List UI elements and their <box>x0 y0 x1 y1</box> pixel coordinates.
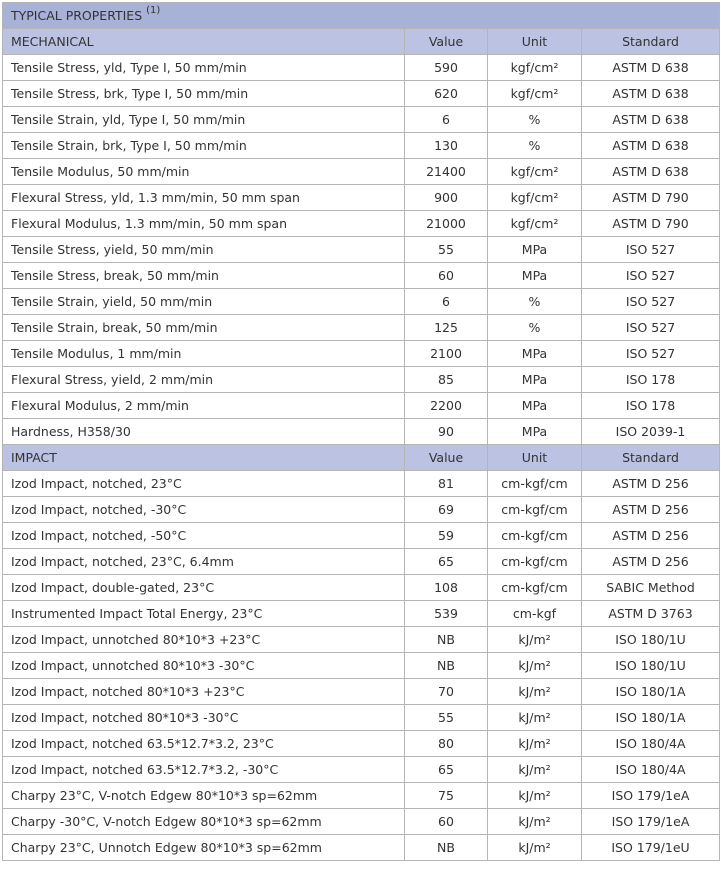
table-row <box>3 393 720 419</box>
unit-cell: kgf/cm² <box>488 159 582 185</box>
table-row <box>3 731 720 757</box>
table-row <box>3 497 720 523</box>
table-row <box>3 289 720 315</box>
property-cell: Flexural Modulus, 1.3 mm/min, 50 mm span <box>3 211 405 237</box>
table-row <box>3 341 720 367</box>
table-row <box>3 211 720 237</box>
property-cell: Charpy 23°C, Unnotch Edgew 80*10*3 sp=62mm <box>3 835 405 861</box>
table-row <box>3 159 720 185</box>
value-cell: 21400 <box>405 159 488 185</box>
value-cell: 6 <box>405 107 488 133</box>
table-title: TYPICAL PROPERTIES <box>11 8 143 24</box>
unit-cell: MPa <box>488 263 582 289</box>
value-cell: 81 <box>405 471 488 497</box>
property-cell: Instrumented Impact Total Energy, 23°C <box>3 601 405 627</box>
value-cell: 900 <box>405 185 488 211</box>
property-cell: Izod Impact, notched 80*10*3 +23°C <box>3 679 405 705</box>
property-cell: Izod Impact, double-gated, 23°C <box>3 575 405 601</box>
property-cell: Tensile Modulus, 1 mm/min <box>3 341 405 367</box>
property-cell: Tensile Modulus, 50 mm/min <box>3 159 405 185</box>
unit-cell: kJ/m² <box>488 835 582 861</box>
value-cell: NB <box>405 653 488 679</box>
table-row <box>3 627 720 653</box>
value-cell: 65 <box>405 549 488 575</box>
value-cell: 108 <box>405 575 488 601</box>
standard-cell: ISO 527 <box>582 289 720 315</box>
unit-cell: cm-kgf/cm <box>488 575 582 601</box>
section-title: IMPACT <box>3 445 405 471</box>
table-row <box>3 419 720 445</box>
table-row <box>3 809 720 835</box>
value-cell: 2100 <box>405 341 488 367</box>
value-cell: NB <box>405 835 488 861</box>
title-footnote: (1) <box>146 5 161 17</box>
standard-cell: ASTM D 638 <box>582 107 720 133</box>
table-row <box>3 81 720 107</box>
unit-cell: % <box>488 315 582 341</box>
unit-cell: MPa <box>488 419 582 445</box>
unit-cell: % <box>488 289 582 315</box>
standard-cell: ISO 180/1U <box>582 653 720 679</box>
property-cell: Izod Impact, notched, 23°C, 6.4mm <box>3 549 405 575</box>
value-cell: 59 <box>405 523 488 549</box>
standard-cell: ASTM D 3763 <box>582 601 720 627</box>
table-title-row <box>3 3 720 29</box>
properties-table <box>2 2 720 861</box>
table-row <box>3 523 720 549</box>
standard-header: Standard <box>582 445 720 471</box>
standard-cell: ISO 179/1eA <box>582 809 720 835</box>
unit-cell: kgf/cm² <box>488 81 582 107</box>
property-cell: Tensile Strain, yld, Type I, 50 mm/min <box>3 107 405 133</box>
unit-cell: cm-kgf/cm <box>488 549 582 575</box>
value-cell: 60 <box>405 263 488 289</box>
value-cell: 70 <box>405 679 488 705</box>
standard-cell: ISO 179/1eA <box>582 783 720 809</box>
unit-cell: cm-kgf <box>488 601 582 627</box>
property-cell: Izod Impact, unnotched 80*10*3 -30°C <box>3 653 405 679</box>
standard-cell: ASTM D 790 <box>582 185 720 211</box>
table-row <box>3 549 720 575</box>
value-cell: 80 <box>405 731 488 757</box>
unit-cell: kJ/m² <box>488 783 582 809</box>
value-cell: 620 <box>405 81 488 107</box>
property-cell: Tensile Strain, yield, 50 mm/min <box>3 289 405 315</box>
standard-cell: SABIC Method <box>582 575 720 601</box>
unit-cell: % <box>488 133 582 159</box>
property-cell: Izod Impact, notched 80*10*3 -30°C <box>3 705 405 731</box>
property-cell: Izod Impact, notched, -30°C <box>3 497 405 523</box>
table-row <box>3 705 720 731</box>
value-cell: 21000 <box>405 211 488 237</box>
table-row <box>3 263 720 289</box>
standard-cell: ISO 180/1A <box>582 705 720 731</box>
value-cell: 65 <box>405 757 488 783</box>
section-title: MECHANICAL <box>3 29 405 55</box>
table-row <box>3 471 720 497</box>
unit-cell: MPa <box>488 341 582 367</box>
property-cell: Tensile Stress, yield, 50 mm/min <box>3 237 405 263</box>
table-row <box>3 367 720 393</box>
property-cell: Izod Impact, notched 63.5*12.7*3.2, 23°C <box>3 731 405 757</box>
property-cell: Tensile Strain, break, 50 mm/min <box>3 315 405 341</box>
standard-cell: ISO 2039-1 <box>582 419 720 445</box>
section-header-impact <box>3 445 720 471</box>
value-cell: 85 <box>405 367 488 393</box>
table-row <box>3 601 720 627</box>
standard-cell: ISO 178 <box>582 393 720 419</box>
value-cell: 55 <box>405 237 488 263</box>
value-cell: 539 <box>405 601 488 627</box>
table-row <box>3 237 720 263</box>
unit-cell: MPa <box>488 393 582 419</box>
property-cell: Flexural Stress, yld, 1.3 mm/min, 50 mm span <box>3 185 405 211</box>
standard-cell: ISO 527 <box>582 263 720 289</box>
property-cell: Tensile Stress, brk, Type I, 50 mm/min <box>3 81 405 107</box>
table-row <box>3 107 720 133</box>
standard-cell: ISO 527 <box>582 237 720 263</box>
property-cell: Hardness, H358/30 <box>3 419 405 445</box>
standard-cell: ASTM D 638 <box>582 159 720 185</box>
property-cell: Charpy -30°C, V-notch Edgew 80*10*3 sp=62mm <box>3 809 405 835</box>
standard-cell: ISO 527 <box>582 341 720 367</box>
standard-cell: ISO 180/4A <box>582 757 720 783</box>
property-cell: Flexural Modulus, 2 mm/min <box>3 393 405 419</box>
value-header: Value <box>405 445 488 471</box>
table-row <box>3 315 720 341</box>
property-cell: Flexural Stress, yield, 2 mm/min <box>3 367 405 393</box>
unit-cell: cm-kgf/cm <box>488 523 582 549</box>
standard-cell: ISO 179/1eU <box>582 835 720 861</box>
property-cell: Tensile Stress, yld, Type I, 50 mm/min <box>3 55 405 81</box>
unit-cell: cm-kgf/cm <box>488 497 582 523</box>
property-cell: Tensile Strain, brk, Type I, 50 mm/min <box>3 133 405 159</box>
value-cell: 55 <box>405 705 488 731</box>
standard-cell: ISO 178 <box>582 367 720 393</box>
value-cell: NB <box>405 627 488 653</box>
standard-cell: ISO 527 <box>582 315 720 341</box>
value-cell: 90 <box>405 419 488 445</box>
unit-cell: kJ/m² <box>488 653 582 679</box>
property-cell: Izod Impact, notched 63.5*12.7*3.2, -30°C <box>3 757 405 783</box>
table-row <box>3 133 720 159</box>
value-cell: 69 <box>405 497 488 523</box>
unit-cell: kJ/m² <box>488 757 582 783</box>
value-cell: 60 <box>405 809 488 835</box>
standard-header: Standard <box>582 29 720 55</box>
value-header: Value <box>405 29 488 55</box>
property-cell: Izod Impact, unnotched 80*10*3 +23°C <box>3 627 405 653</box>
unit-cell: kgf/cm² <box>488 185 582 211</box>
unit-cell: kJ/m² <box>488 731 582 757</box>
unit-cell: MPa <box>488 367 582 393</box>
table-row <box>3 575 720 601</box>
unit-cell: kgf/cm² <box>488 211 582 237</box>
standard-cell: ASTM D 638 <box>582 81 720 107</box>
table-row <box>3 783 720 809</box>
standard-cell: ISO 180/4A <box>582 731 720 757</box>
unit-header: Unit <box>488 445 582 471</box>
value-cell: 590 <box>405 55 488 81</box>
value-cell: 125 <box>405 315 488 341</box>
standard-cell: ASTM D 638 <box>582 133 720 159</box>
standard-cell: ASTM D 256 <box>582 523 720 549</box>
table-row <box>3 185 720 211</box>
unit-cell: kgf/cm² <box>488 55 582 81</box>
standard-cell: ASTM D 790 <box>582 211 720 237</box>
value-cell: 2200 <box>405 393 488 419</box>
unit-cell: cm-kgf/cm <box>488 471 582 497</box>
section-header-mechanical <box>3 29 720 55</box>
standard-cell: ISO 180/1A <box>582 679 720 705</box>
value-cell: 130 <box>405 133 488 159</box>
value-cell: 75 <box>405 783 488 809</box>
property-cell: Tensile Stress, break, 50 mm/min <box>3 263 405 289</box>
standard-cell: ASTM D 256 <box>582 471 720 497</box>
unit-cell: MPa <box>488 237 582 263</box>
unit-cell: kJ/m² <box>488 809 582 835</box>
standard-cell: ASTM D 638 <box>582 55 720 81</box>
unit-cell: kJ/m² <box>488 627 582 653</box>
unit-header: Unit <box>488 29 582 55</box>
table-row <box>3 757 720 783</box>
value-cell: 6 <box>405 289 488 315</box>
property-cell: Izod Impact, notched, 23°C <box>3 471 405 497</box>
table-row <box>3 835 720 861</box>
table-row <box>3 653 720 679</box>
unit-cell: kJ/m² <box>488 705 582 731</box>
table-row <box>3 55 720 81</box>
standard-cell: ASTM D 256 <box>582 497 720 523</box>
standard-cell: ASTM D 256 <box>582 549 720 575</box>
table-title-cell <box>3 3 720 29</box>
property-cell: Charpy 23°C, V-notch Edgew 80*10*3 sp=62mm <box>3 783 405 809</box>
property-cell: Izod Impact, notched, -50°C <box>3 523 405 549</box>
table-row <box>3 679 720 705</box>
unit-cell: kJ/m² <box>488 679 582 705</box>
unit-cell: % <box>488 107 582 133</box>
standard-cell: ISO 180/1U <box>582 627 720 653</box>
